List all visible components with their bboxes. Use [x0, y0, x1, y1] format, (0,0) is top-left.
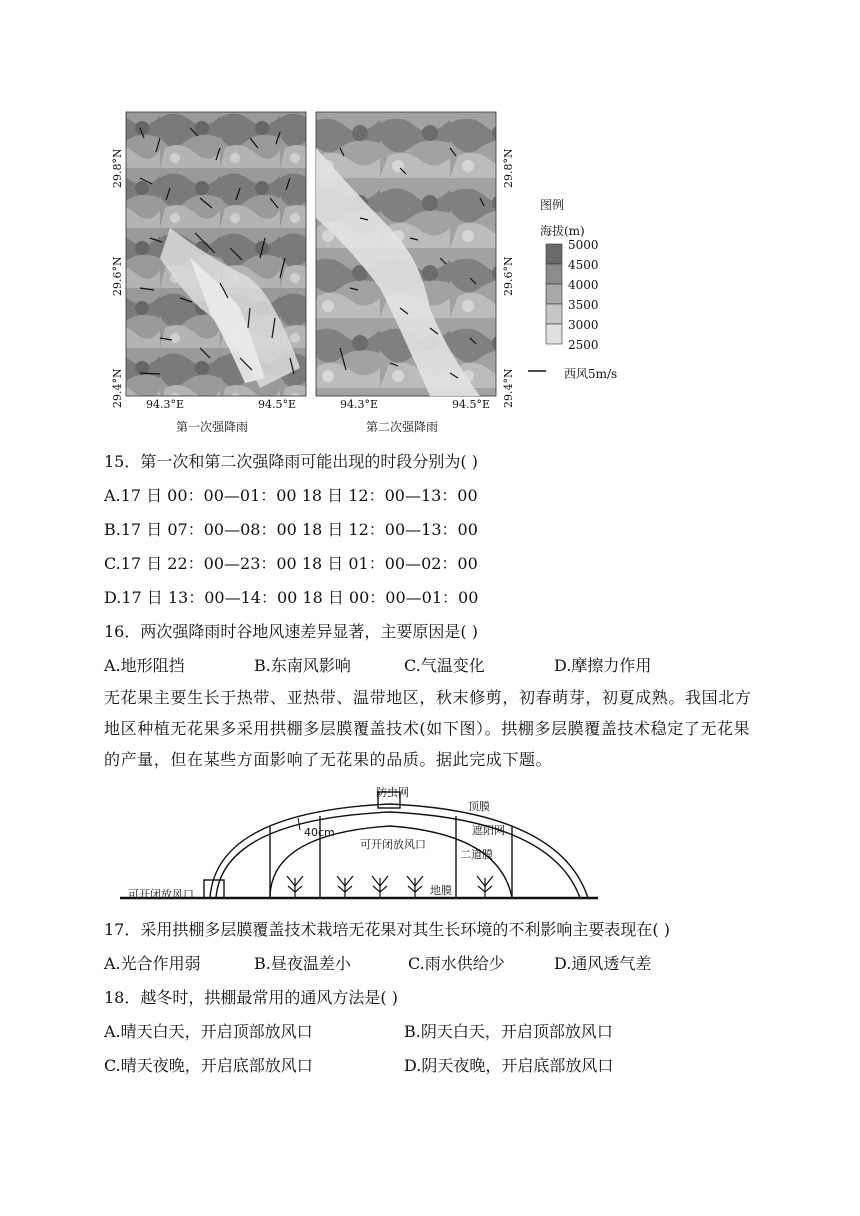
question-16-option-a[interactable]: A.地形阻挡 — [104, 656, 185, 675]
map-second-rain — [316, 112, 496, 396]
lat-tick-29-8-right: 29.8°N — [502, 148, 515, 188]
lat-tick-29-6-right: 29.6°N — [502, 256, 515, 296]
label-shade-net: 遮阳网 — [472, 824, 505, 837]
question-18-option-c[interactable]: C.晴天夜晚，开启底部放风口 — [104, 1056, 313, 1075]
legend-level-4000: 4000 — [568, 278, 599, 292]
question-15-option-d[interactable]: D.17 日 13：00—14：00 18 日 00：00—01：00 — [104, 588, 479, 607]
terrain-maps-svg — [100, 108, 660, 438]
legend-title: 图例 — [540, 198, 565, 212]
legend-level-3500: 3500 — [568, 298, 599, 312]
map-first-rain — [126, 112, 306, 396]
question-18-option-b[interactable]: B.阴天白天，开启顶部放风口 — [404, 1022, 613, 1041]
question-15-option-c[interactable]: C.17 日 22：00—23：00 18 日 01：00—02：00 — [104, 554, 478, 573]
question-15-stem: 15．第一次和第二次强降雨可能出现的时段分别为( ) — [104, 452, 478, 471]
question-16-stem: 16．两次强降雨时谷地风速差异显著，主要原因是( ) — [104, 622, 478, 641]
lon-tick-94-5-first: 94.5°E — [258, 398, 297, 411]
question-16-option-d[interactable]: D.摩擦力作用 — [554, 656, 652, 675]
legend-level-2500: 2500 — [568, 338, 599, 352]
legend-subtitle: 海拔(m) — [540, 224, 585, 238]
map-caption-second: 第二次强降雨 — [366, 420, 439, 434]
question-18-option-a[interactable]: A.晴天白天，开启顶部放风口 — [104, 1022, 313, 1041]
question-17-option-a[interactable]: A.光合作用弱 — [104, 954, 201, 973]
passage-text: 无花果主要生长于热带、亚热带、温带地区，秋末修剪，初春萌芽，初夏成熟。我国北方地区种植无花果多采用拱棚多层膜覆盖技术(如下图）。拱棚多层膜覆盖技术稳定了无花果的产量，但在某些方面影响了无花果的品质。据此完成下题。 — [104, 688, 752, 769]
lon-tick-94-5-second: 94.5°E — [452, 398, 491, 411]
question-17-option-d[interactable]: D.通风透气差 — [554, 954, 652, 973]
question-18-option-d[interactable]: D.阴天夜晚，开启底部放风口 — [404, 1056, 614, 1075]
elevation-legend-swatches — [528, 244, 562, 371]
lat-tick-29-4-left: 29.4°N — [111, 368, 124, 408]
legend-level-4500: 4500 — [568, 258, 599, 272]
legend-level-3000: 3000 — [568, 318, 599, 332]
question-15-option-b[interactable]: B.17 日 07：00—08：00 18 日 12：00—13：00 — [104, 520, 478, 539]
question-17-option-c[interactable]: C.雨水供给少 — [408, 954, 505, 973]
question-18-stem: 18．越冬时，拱棚最常用的通风方法是( ) — [104, 988, 398, 1007]
question-16-option-b[interactable]: B.东南风影响 — [254, 656, 351, 675]
lon-tick-94-3-second: 94.3°E — [340, 398, 379, 411]
lon-tick-94-3-first: 94.3°E — [146, 398, 185, 411]
legend-wind-label: 西风5m/s — [564, 367, 618, 381]
fig-plants — [287, 876, 493, 898]
label-bottom-vent: 可开闭放风口 — [128, 888, 194, 901]
question-16-option-c[interactable]: C.气温变化 — [404, 656, 485, 675]
label-insect-net: 防虫网 — [376, 786, 409, 799]
label-top-film: 顶膜 — [468, 800, 490, 813]
question-15-option-a[interactable]: A.17 日 00：00—01：00 18 日 12：00—13：00 — [104, 486, 478, 505]
label-gap-40cm: 40cm — [304, 826, 335, 839]
lat-tick-29-4-right: 29.4°N — [502, 368, 515, 408]
label-ground-film: 地膜 — [430, 884, 452, 897]
question-17-option-b[interactable]: B.昼夜温差小 — [254, 954, 351, 973]
question-17-stem: 17．采用拱棚多层膜覆盖技术栽培无花果对其生长环境的不利影响主要表现在( ) — [104, 920, 670, 939]
legend-level-5000: 5000 — [568, 238, 599, 252]
label-inner-vent: 可开闭放风口 — [360, 838, 426, 851]
lat-tick-29-8-left: 29.8°N — [111, 148, 124, 188]
label-second-film: 二道膜 — [460, 848, 493, 861]
lat-tick-29-6-left: 29.6°N — [111, 256, 124, 296]
terrain-figure — [100, 108, 660, 438]
map-caption-first: 第一次强降雨 — [176, 420, 249, 434]
